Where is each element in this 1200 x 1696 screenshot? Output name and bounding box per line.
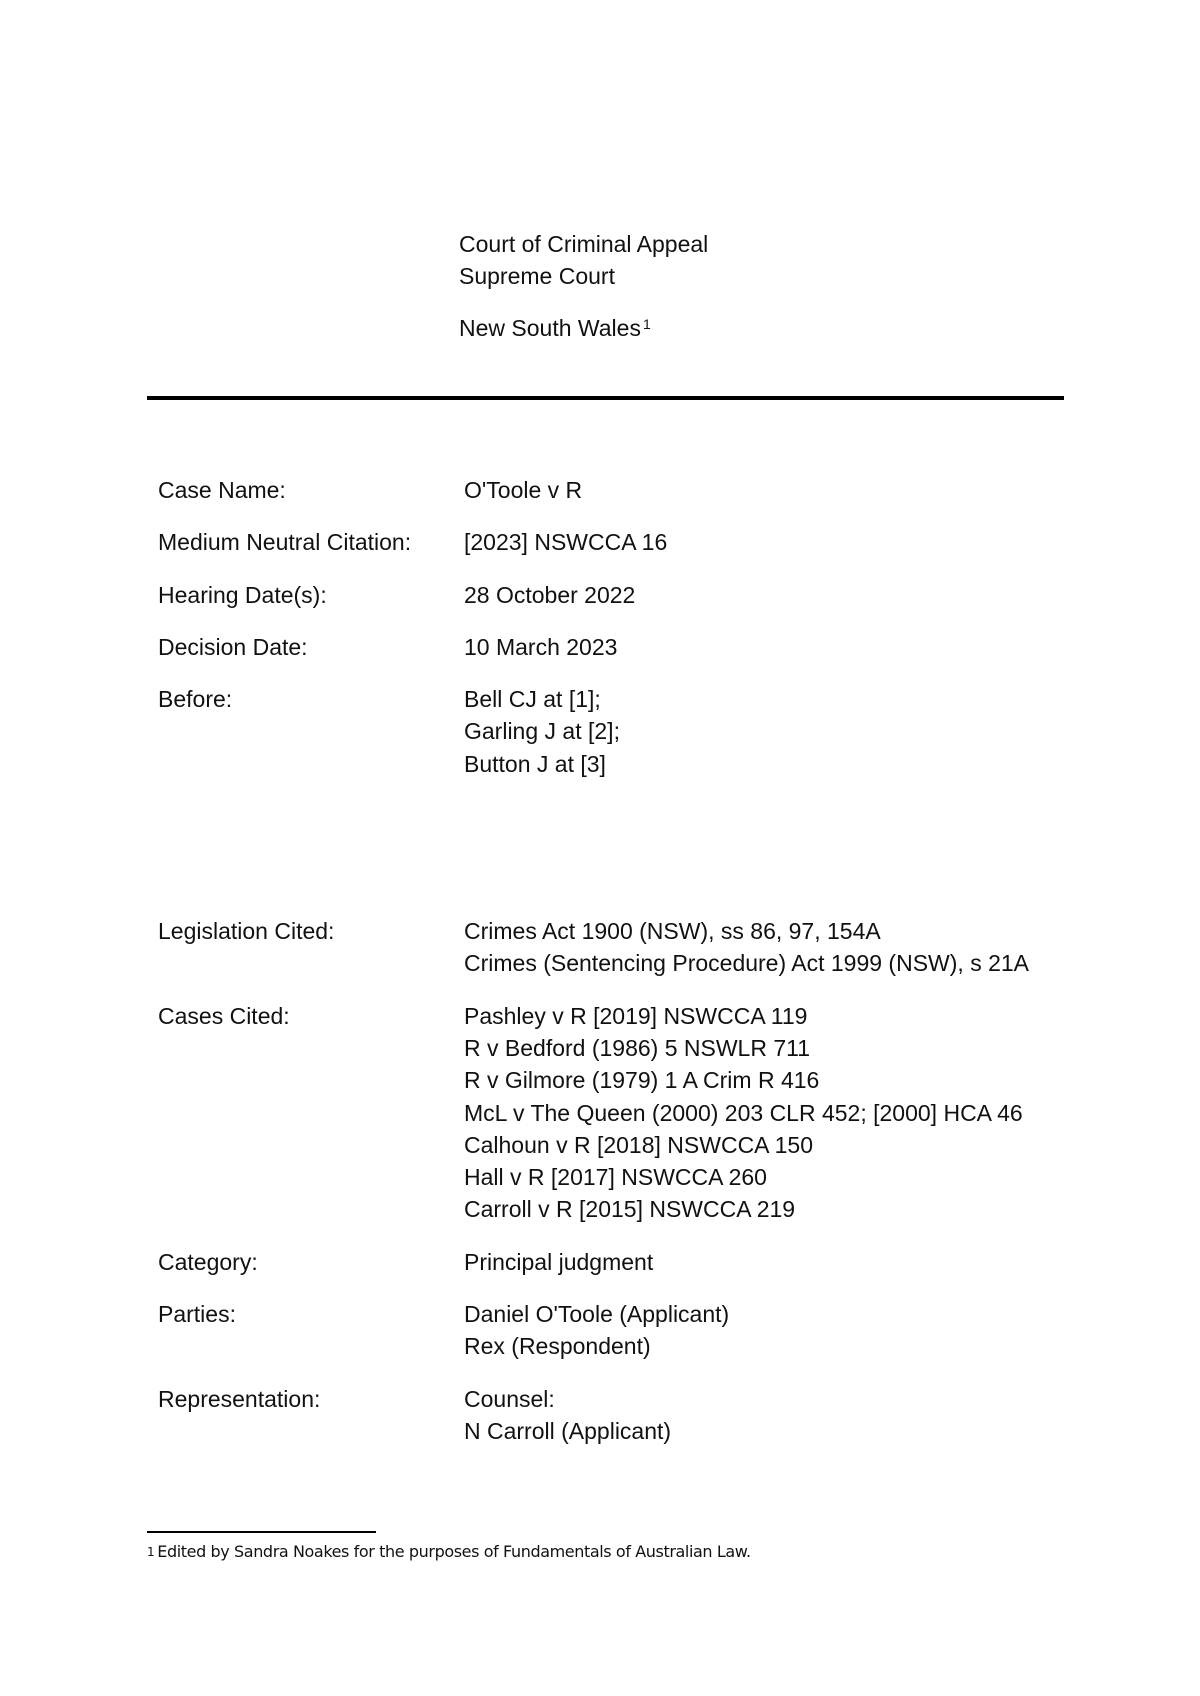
cited-case: McL v The Queen (2000) 203 CLR 452; [2000] HCA 46 xyxy=(464,1099,1023,1126)
jurisdiction-name: New South Wales xyxy=(459,315,641,341)
before-row xyxy=(158,683,1038,780)
footnote xyxy=(147,1541,751,1563)
case-name-value: O'Toole v R xyxy=(464,477,583,503)
cases-cited-row xyxy=(158,1000,1038,1226)
parties-row xyxy=(158,1298,1038,1363)
before-value xyxy=(464,683,1038,780)
party-line: Rex (Respondent) xyxy=(464,1333,651,1360)
hearing-date-value: 28 October 2022 xyxy=(464,581,636,608)
case-name-label: Case Name: xyxy=(158,477,286,503)
parties-value xyxy=(464,1298,1038,1363)
cited-case: R v Bedford (1986) 5 NSWLR 711 xyxy=(464,1034,811,1061)
decision-date-label: Decision Date: xyxy=(158,633,308,660)
judge-line: Button J at [3] xyxy=(464,750,606,777)
legislation-item: Crimes Act 1900 (NSW), ss 86, 97, 154A xyxy=(464,918,881,945)
citation-label: Medium Neutral Citation: xyxy=(158,529,412,556)
citation-row xyxy=(158,526,1038,558)
cited-case: Hall v R [2017] NSWCCA 260 xyxy=(464,1164,767,1191)
legislation-label: Legislation Cited: xyxy=(158,918,335,945)
representation-value xyxy=(464,1383,1038,1448)
before-label: Before: xyxy=(158,686,233,713)
legislation-value xyxy=(464,915,1038,980)
cases-cited-value xyxy=(464,1000,1038,1226)
category-value: Principal judgment xyxy=(464,1248,654,1275)
parties-label: Parties: xyxy=(158,1301,236,1328)
legislation-row xyxy=(158,915,1038,980)
category-label: Category: xyxy=(158,1248,258,1275)
header-divider xyxy=(147,396,1064,400)
judge-line: Garling J at [2]; xyxy=(464,718,620,745)
hearing-date-label: Hearing Date(s): xyxy=(158,581,327,608)
footnote-marker: 1 xyxy=(147,1545,155,1559)
cases-cited-label: Cases Cited: xyxy=(158,1002,290,1029)
representation-line: Counsel: xyxy=(464,1385,555,1412)
decision-date-row xyxy=(158,631,1038,663)
cited-case: Carroll v R [2015] NSWCCA 219 xyxy=(464,1196,796,1223)
hearing-date-row xyxy=(158,579,1038,611)
footnote-divider xyxy=(147,1531,376,1533)
party-line: Daniel O'Toole (Applicant) xyxy=(464,1301,730,1328)
court-name: Court of Criminal Appeal xyxy=(459,231,709,257)
representation-label: Representation: xyxy=(158,1385,321,1412)
court-division: Supreme Court xyxy=(459,263,615,289)
footnote-reference[interactable]: 1 xyxy=(642,316,651,332)
case-name-row xyxy=(158,474,1038,506)
footnote-text: Edited by Sandra Noakes for the purposes of Fundamentals of Australian Law. xyxy=(157,1542,751,1561)
decision-date-value: 10 March 2023 xyxy=(464,633,618,660)
category-row xyxy=(158,1246,1038,1278)
cited-case: Pashley v R [2019] NSWCCA 119 xyxy=(464,1002,808,1029)
legislation-item: Crimes (Sentencing Procedure) Act 1999 (NSW), s 21A xyxy=(464,950,1030,977)
cited-case: Calhoun v R [2018] NSWCCA 150 xyxy=(464,1131,814,1158)
case-metadata-table xyxy=(158,474,1038,1467)
cited-case: R v Gilmore (1979) 1 A Crim R 416 xyxy=(464,1067,820,1094)
judge-line: Bell CJ at [1]; xyxy=(464,686,601,713)
representation-line: N Carroll (Applicant) xyxy=(464,1417,672,1444)
citation-value: [2023] NSWCCA 16 xyxy=(464,529,668,556)
jurisdiction-line xyxy=(459,312,708,344)
court-header xyxy=(459,228,708,344)
representation-row xyxy=(158,1383,1038,1448)
